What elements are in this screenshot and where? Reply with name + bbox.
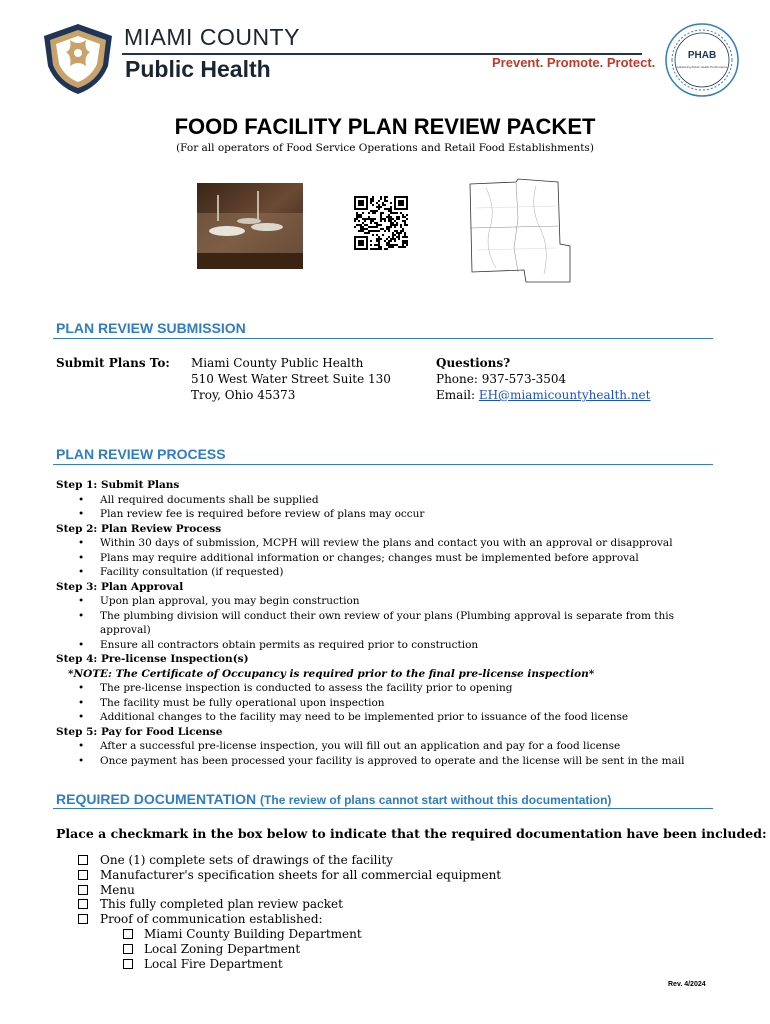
dining-table-photo [197, 183, 303, 269]
checkbox[interactable] [78, 885, 88, 895]
step-bullet: • Plans may require additional information or changes; changes must be implemented before approval [56, 551, 716, 566]
seal-inner-text: PHAB [687, 50, 717, 61]
checkbox[interactable] [123, 929, 133, 939]
seal-caption: Advancing Public Health Performance [676, 65, 728, 69]
step-title: Step 4: Pre-license Inspection(s) [56, 653, 249, 665]
checkbox[interactable] [78, 914, 88, 924]
section-divider [53, 338, 713, 339]
questions-contact [436, 355, 650, 403]
submit-plans-label: Submit Plans To: [56, 356, 170, 370]
checklist-item[interactable] [78, 897, 501, 912]
section-heading-required [56, 791, 611, 807]
step-bullet: • Facility consultation (if requested) [56, 565, 716, 580]
step-bullet: • Additional changes to the facility may need to be implemented prior to issuance of the food license [56, 710, 716, 725]
checklist-label: Miami County Building Department [144, 926, 362, 941]
checklist-item[interactable] [78, 853, 501, 868]
section-heading-submission: PLAN REVIEW SUBMISSION [56, 320, 246, 336]
step-4 [56, 652, 716, 725]
documentation-checklist [78, 853, 501, 971]
checklist-item[interactable] [78, 912, 501, 927]
step-title: Step 1: Submit Plans [56, 479, 180, 491]
step-bullet: • Once payment has been processed your facility is approved to operate and the license will be sent in the mail [56, 754, 716, 769]
step-bullet: • Within 30 days of submission, MCPH will review the plans and contact you with an approval or disapproval [56, 536, 716, 551]
step-3 [56, 580, 716, 653]
step-2 [56, 522, 716, 580]
address-line: Miami County Public Health [191, 356, 364, 370]
step-title: Step 2: Plan Review Process [56, 522, 222, 535]
document-title: FOOD FACILITY PLAN REVIEW PACKET [174, 114, 596, 139]
required-heading: REQUIRED DOCUMENTATION [56, 791, 257, 807]
section-divider [53, 464, 713, 465]
step-bullet: • All required documents shall be supplied [56, 493, 716, 508]
step-title: Step 5: Pay for Food License [56, 725, 223, 738]
checkbox[interactable] [78, 870, 88, 880]
checklist-label: This fully completed plan review packet [100, 897, 343, 912]
qr-code [354, 196, 408, 250]
step-note: *NOTE: The Certificate of Occupancy is required prior to the final pre-license inspection* [68, 667, 595, 680]
address-line: 510 West Water Street Suite 130 [191, 372, 391, 386]
step-bullet: • The pre-license inspection is conducted to assess the facility prior to opening [56, 681, 716, 696]
miami-county-logo [40, 22, 116, 96]
phab-accreditation-seal [664, 22, 740, 98]
step-5 [56, 725, 716, 769]
required-heading-note: (The review of plans cannot start without this documentation) [260, 793, 612, 807]
county-map [466, 178, 572, 284]
step-bullet: • The plumbing division will conduct their own review of your plans (Plumbing approval is separate from this approval) [56, 609, 716, 638]
document-subtitle: (For all operators of Food Service Operations and Retail Food Establishments) [176, 142, 594, 154]
checklist-label: Proof of communication established: [100, 912, 323, 927]
checklist-subitem[interactable] [78, 927, 501, 942]
checkbox[interactable] [78, 899, 88, 909]
step-1 [56, 478, 716, 522]
checklist-item[interactable] [78, 883, 501, 898]
submission-address [191, 355, 391, 403]
step-bullet: • Ensure all contractors obtain permits as required prior to construction [56, 638, 716, 653]
checklist-label: Menu [100, 882, 135, 897]
step-bullet: • The facility must be fully operational upon inspection [56, 696, 716, 711]
revision-date: Rev. 4/2024 [668, 981, 706, 988]
checklist-label: Manufacturer's specification sheets for all commercial equipment [100, 867, 502, 882]
checkbox[interactable] [123, 959, 133, 969]
phone-number: Phone: 937-573-3504 [436, 372, 567, 386]
step-bullet: • Plan review fee is required before review of plans may occur [56, 507, 716, 522]
county-title: MIAMI COUNTY [124, 24, 300, 50]
checklist-instruction: Place a checkmark in the box below to indicate that the required documentation have been included: [56, 826, 767, 841]
section-divider [53, 808, 713, 809]
checklist-label: Local Fire Department [144, 956, 283, 971]
checklist-label: Local Zoning Department [144, 941, 301, 956]
address-line: Troy, Ohio 45373 [191, 388, 296, 402]
step-bullet: • Upon plan approval, you may begin construction [56, 594, 716, 609]
step-bullet: • After a successful pre-license inspection, you will fill out an application and pay for a food license [56, 739, 716, 754]
checklist-subitem[interactable] [78, 957, 501, 972]
checkbox[interactable] [123, 944, 133, 954]
section-heading-process: PLAN REVIEW PROCESS [56, 446, 226, 462]
checklist-item[interactable] [78, 868, 501, 883]
tagline: Prevent. Promote. Protect. [492, 55, 656, 70]
checklist-subitem[interactable] [78, 942, 501, 957]
email-link[interactable]: EH@miamicountyhealth.net [478, 388, 651, 402]
step-title: Step 3: Plan Approval [56, 580, 184, 593]
checklist-label: One (1) complete sets of drawings of the facility [100, 853, 393, 867]
department-title: Public Health [125, 56, 271, 82]
process-steps [56, 478, 716, 768]
questions-label: Questions? [436, 356, 511, 370]
email-label: Email: [436, 388, 479, 402]
checkbox[interactable] [78, 855, 88, 865]
